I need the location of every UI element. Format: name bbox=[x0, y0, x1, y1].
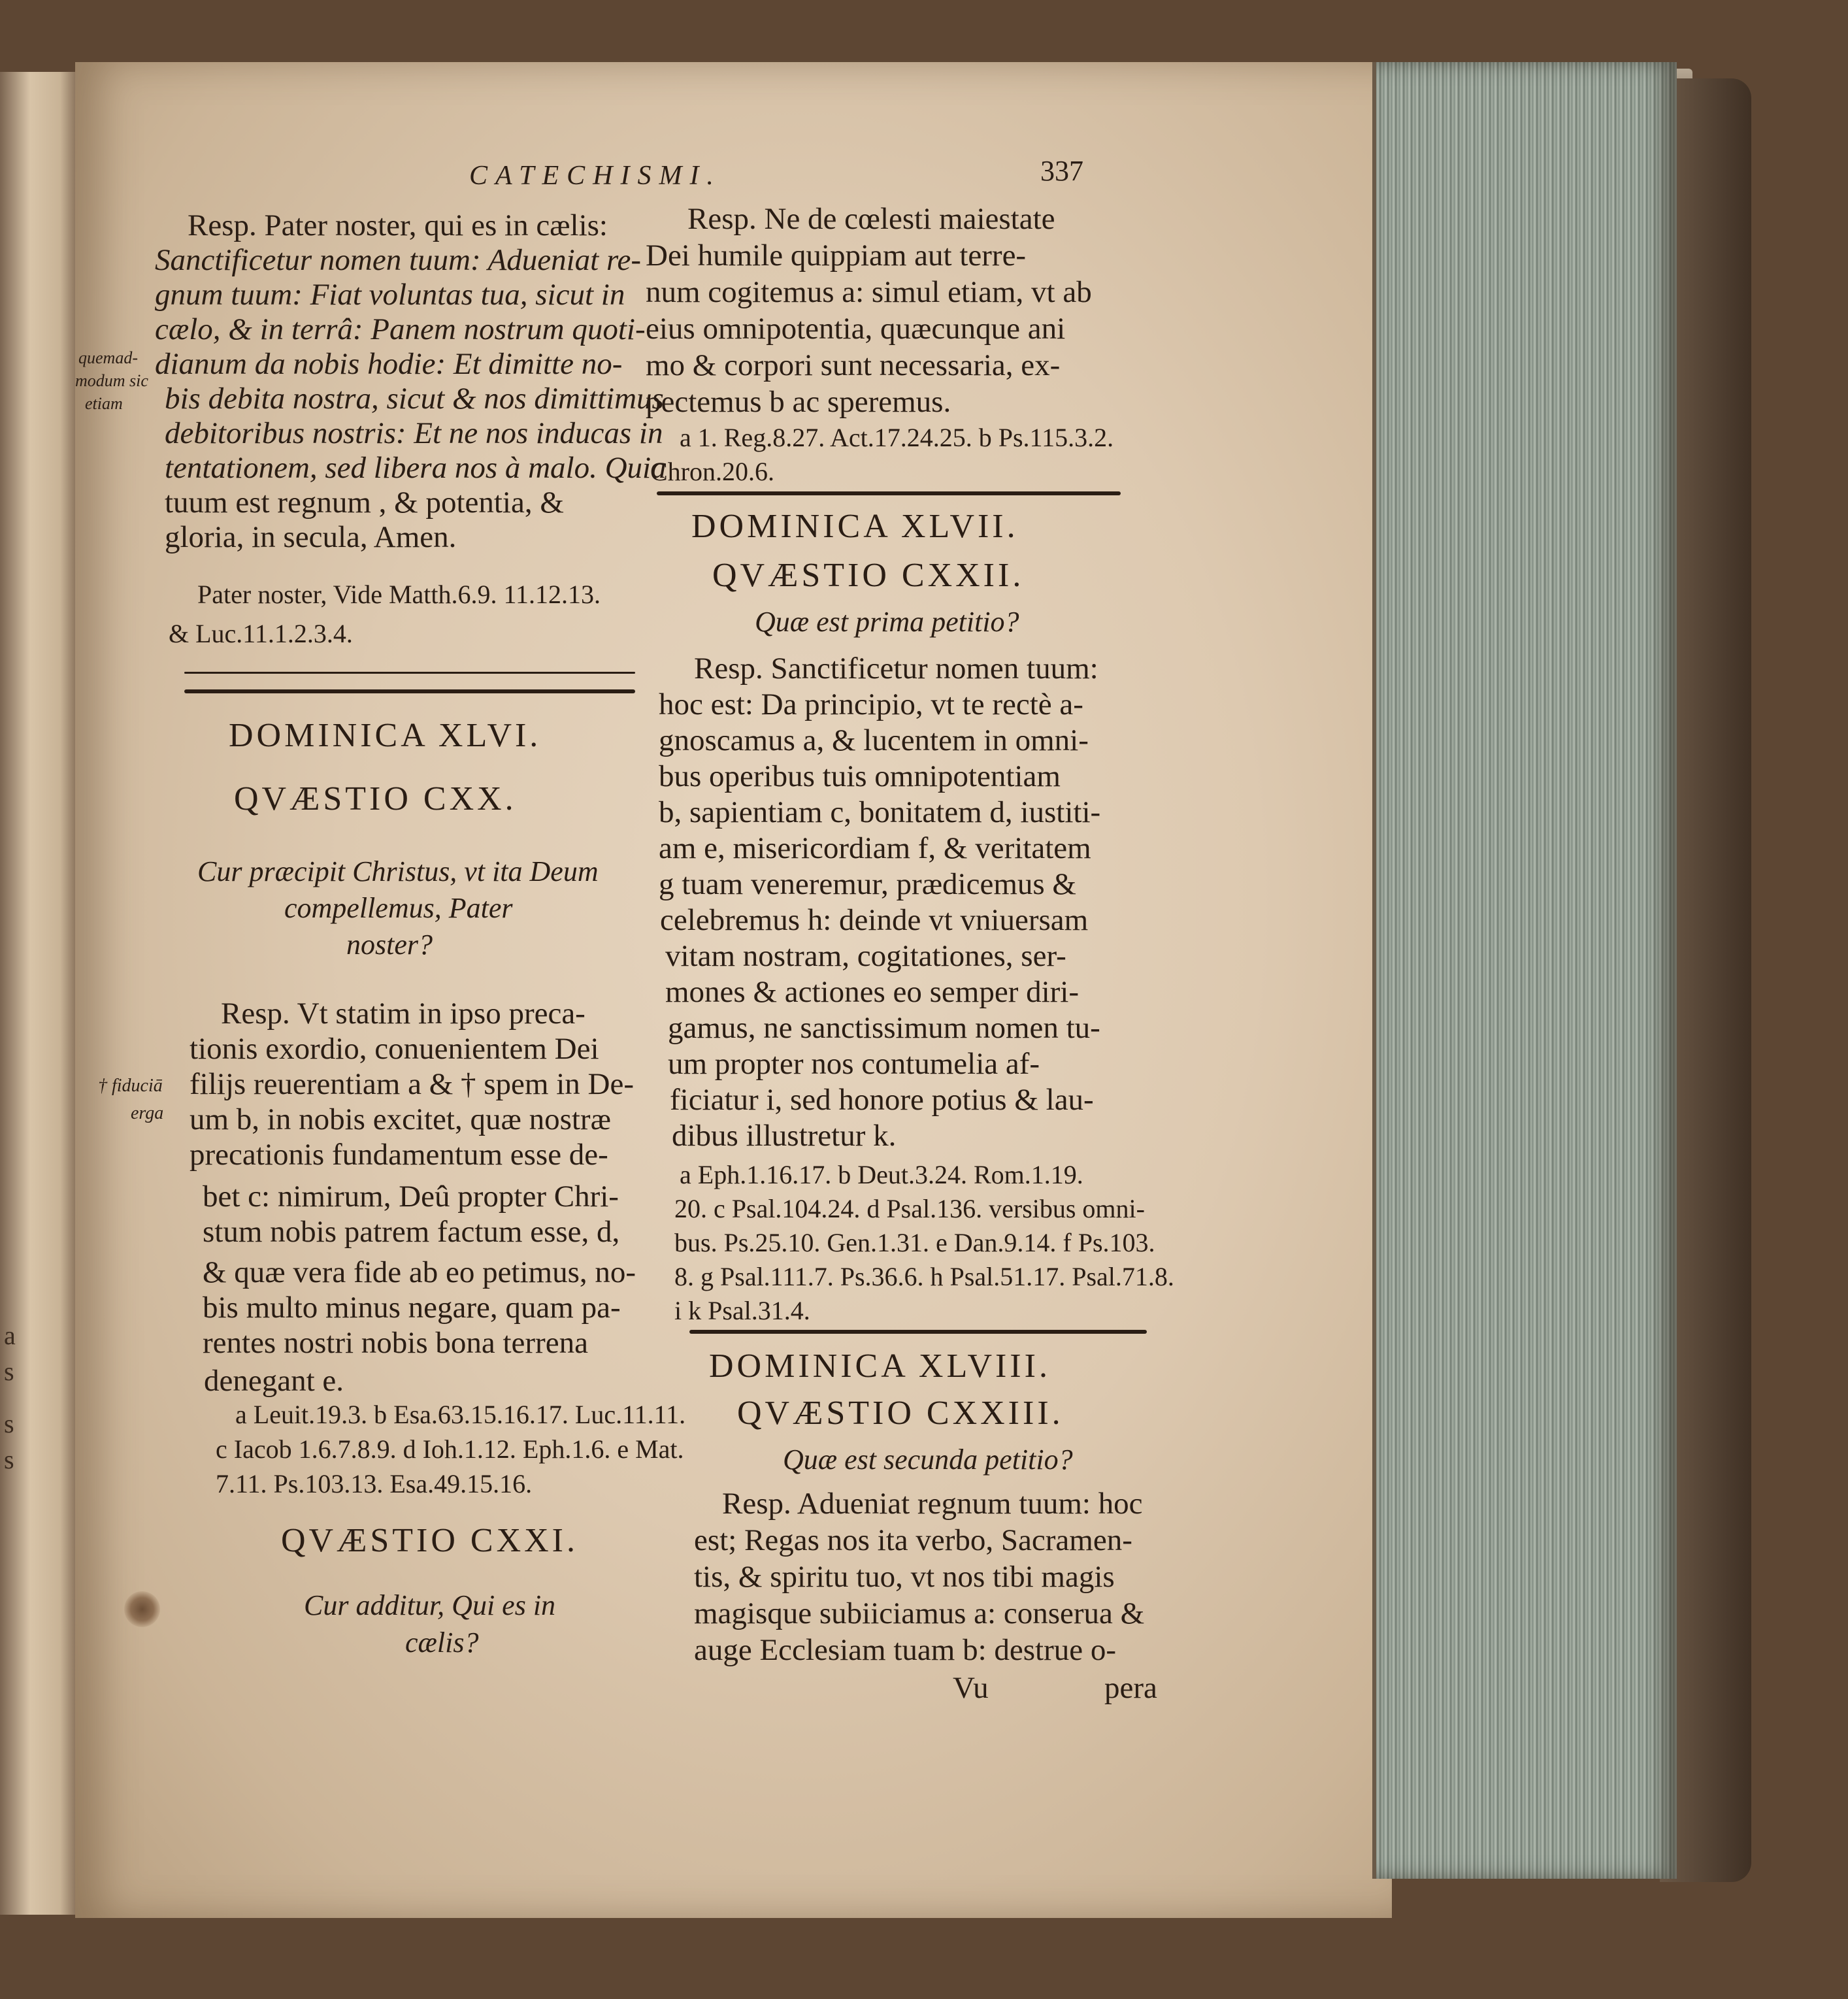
answer-line: hoc est: Da principio, vt te rectè a- bbox=[659, 687, 1083, 721]
answer-line: dianum da nobis hodie: Et dimitte no- bbox=[155, 347, 623, 381]
answer-line: eius omnipotentia, quæcunque ani bbox=[646, 312, 1066, 346]
question-text: noster? bbox=[346, 929, 433, 961]
answer-line: gnum tuum: Fiat voluntas tua, sicut in bbox=[155, 278, 625, 312]
answer-line: bet c: nimirum, Deû propter Chri- bbox=[203, 1180, 619, 1214]
answer-line: b, sapientiam c, bonitatem d, iustiti- bbox=[659, 795, 1101, 829]
question-text: compellemus, Pater bbox=[284, 892, 513, 924]
question-text: Cur additur, Qui es in bbox=[304, 1589, 556, 1621]
answer-line: vitam nostram, cogitationes, ser- bbox=[665, 939, 1066, 973]
answer-line: bus operibus tuis omnipotentiam bbox=[659, 759, 1061, 793]
answer-line: tentationem, sed libera nos à malo. Quia bbox=[165, 451, 667, 485]
answer-line: bis debita nostra, sicut & nos dimittimus bbox=[165, 382, 664, 416]
answer-line: gloria, in secula, Amen. bbox=[165, 520, 457, 554]
answer-line: cælo, & in terrâ: Panem nostrum quoti- bbox=[155, 312, 646, 346]
section-rule bbox=[184, 672, 635, 674]
answer-line: denegant e. bbox=[204, 1364, 344, 1398]
question-text: Cur præcipit Christus, vt ita Deum bbox=[197, 855, 599, 887]
answer-line: tis, & spiritu tuo, vt nos tibi magis bbox=[694, 1560, 1115, 1594]
reference-line: a Eph.1.16.17. b Deut.3.24. Rom.1.19. bbox=[680, 1160, 1083, 1189]
reference-line: c Iacob 1.6.7.8.9. d Ioh.1.12. Eph.1.6. e Mat. bbox=[216, 1434, 684, 1464]
answer-line: Resp. Sanctificetur nomen tuum: bbox=[694, 652, 1098, 686]
question-heading: QVÆSTIO CXXII. bbox=[712, 557, 1025, 594]
dominica-heading: DOMINICA XLVI. bbox=[229, 717, 542, 754]
reference-line: a Leuit.19.3. b Esa.63.15.16.17. Luc.11.11. bbox=[235, 1400, 686, 1429]
page-block-edge bbox=[1372, 62, 1677, 1879]
question-text: cælis? bbox=[405, 1627, 479, 1659]
question-heading: QVÆSTIO CXXI. bbox=[281, 1522, 578, 1559]
catchword-signature: Vu bbox=[953, 1671, 989, 1705]
answer-line: stum nobis patrem factum esse, d, bbox=[203, 1215, 620, 1249]
answer-line: gamus, ne sanctissimum nomen tu- bbox=[668, 1011, 1100, 1045]
ink-stain bbox=[124, 1591, 160, 1627]
question-text: Quæ est prima petitio? bbox=[755, 606, 1019, 638]
dominica-heading: DOMINICA XLVIII. bbox=[709, 1347, 1051, 1385]
margin-note: quemad- bbox=[78, 348, 138, 367]
answer-line: magisque subiiciamus a: conserua & bbox=[694, 1596, 1145, 1630]
facing-page-mark: s bbox=[4, 1357, 14, 1386]
answer-line: & quæ vera fide ab eo petimus, no- bbox=[203, 1255, 636, 1289]
question-text: Quæ est secunda petitio? bbox=[783, 1444, 1073, 1476]
answer-line: dibus illustretur k. bbox=[672, 1119, 897, 1153]
facing-page-mark: s bbox=[4, 1445, 14, 1474]
reference-line: & Luc.11.1.2.3.4. bbox=[169, 619, 353, 648]
answer-line: precationis fundamentum esse de- bbox=[190, 1138, 608, 1172]
answer-line: g tuam veneremur, prædicemus & bbox=[659, 867, 1076, 901]
answer-line: Resp. Pater noster, qui es in cælis: bbox=[188, 208, 608, 242]
answer-line: est; Regas nos ita verbo, Sacramen- bbox=[694, 1523, 1132, 1557]
answer-line: mones & actiones eo semper diri- bbox=[665, 975, 1080, 1009]
reference-line: 20. c Psal.104.24. d Psal.136. versibus omni- bbox=[674, 1194, 1145, 1223]
answer-line: mo & corpori sunt necessaria, ex- bbox=[646, 348, 1061, 382]
reference-line: i k Psal.31.4. bbox=[674, 1296, 810, 1325]
answer-line: bis multo minus negare, quam pa- bbox=[203, 1291, 621, 1325]
facing-page-edge bbox=[0, 72, 75, 1915]
answer-line: um b, in nobis excitet, quæ nostræ bbox=[190, 1102, 611, 1136]
answer-line: celebremus h: deinde vt vniuersam bbox=[660, 903, 1089, 937]
answer-line: am e, misericordiam f, & veritatem bbox=[659, 831, 1091, 865]
running-head: CATECHISMI. bbox=[469, 161, 721, 191]
answer-line: debitoribus nostris: Et ne nos inducas in bbox=[165, 416, 663, 450]
section-rule bbox=[689, 1330, 1147, 1334]
reference-line: 8. g Psal.111.7. Ps.36.6. h Psal.51.17. Psal.71.8. bbox=[674, 1262, 1174, 1291]
reference-line: 7.11. Ps.103.13. Esa.49.15.16. bbox=[216, 1469, 533, 1498]
answer-line: Resp. Ne de cœlesti maiestate bbox=[687, 202, 1055, 236]
answer-line: num cogitemus a: simul etiam, vt ab bbox=[646, 275, 1092, 309]
answer-line: tionis exordio, conuenientem Dei bbox=[190, 1032, 599, 1066]
section-rule bbox=[657, 491, 1121, 495]
answer-line: gnoscamus a, & lucentem in omni- bbox=[659, 723, 1089, 757]
margin-note: erga bbox=[131, 1103, 164, 1123]
section-rule bbox=[184, 689, 635, 693]
answer-line: rentes nostri nobis bona terrena bbox=[203, 1326, 588, 1360]
catchword: pera bbox=[1104, 1671, 1157, 1705]
dominica-heading: DOMINICA XLVII. bbox=[691, 508, 1019, 545]
answer-line: pectemus b ac speremus. bbox=[646, 385, 951, 419]
reference-line: Chron.20.6. bbox=[650, 457, 774, 486]
answer-line: auge Ecclesiam tuam b: destrue o- bbox=[694, 1633, 1116, 1667]
answer-line: Sanctificetur nomen tuum: Adueniat re- bbox=[155, 243, 642, 277]
reference-line: bus. Ps.25.10. Gen.1.31. e Dan.9.14. f Ps.103. bbox=[674, 1228, 1155, 1257]
facing-page-mark: s bbox=[4, 1409, 14, 1438]
answer-line: Resp. Adueniat regnum tuum: hoc bbox=[722, 1487, 1143, 1521]
margin-note: † fiduciā bbox=[98, 1076, 163, 1096]
margin-note: etiam bbox=[85, 394, 123, 413]
answer-line: filijs reuerentiam a & † spem in De- bbox=[190, 1067, 634, 1101]
margin-note: modum sic bbox=[75, 371, 148, 390]
reference-line: Pater noster, Vide Matth.6.9. 11.12.13. bbox=[197, 580, 601, 609]
page-number: 337 bbox=[1040, 155, 1083, 187]
answer-line: Resp. Vt statim in ipso preca- bbox=[221, 997, 586, 1031]
question-heading: QVÆSTIO CXXIII. bbox=[737, 1395, 1064, 1432]
answer-line: um propter nos contumelia af- bbox=[668, 1047, 1040, 1081]
answer-line: ficiatur i, sed honore potius & lau- bbox=[670, 1083, 1094, 1117]
reference-line: a 1. Reg.8.27. Act.17.24.25. b Ps.115.3.2. bbox=[680, 423, 1114, 452]
facing-page-mark: a bbox=[4, 1321, 16, 1350]
answer-line: tuum est regnum , & potentia, & bbox=[165, 486, 564, 520]
answer-line: Dei humile quippiam aut terre- bbox=[646, 239, 1027, 273]
question-heading: QVÆSTIO CXX. bbox=[234, 780, 517, 818]
